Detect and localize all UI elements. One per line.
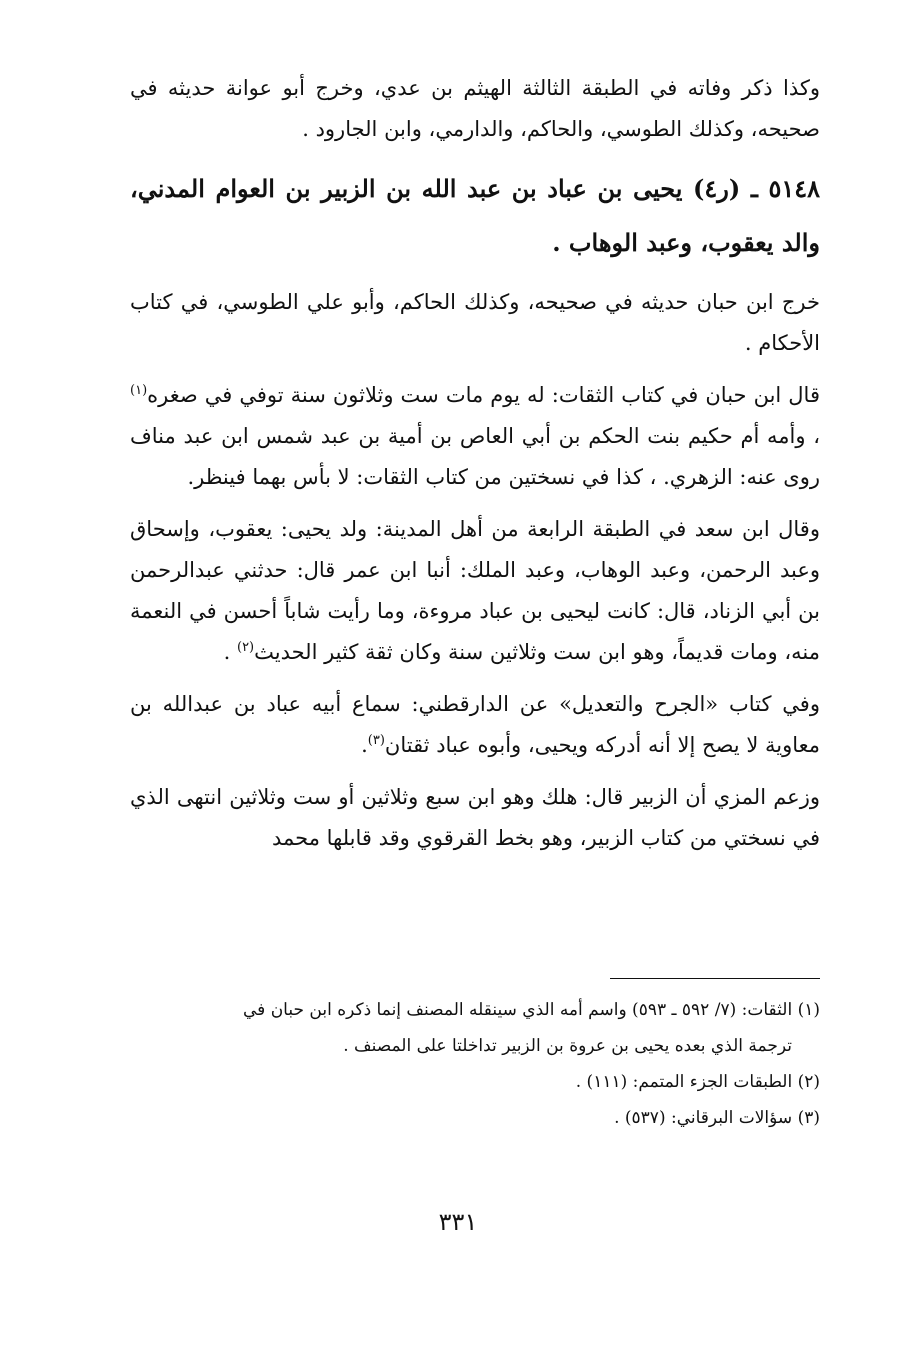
footnote-1: (١) الثقات: (٧/ ٥٩٢ ـ ٥٩٣) واسم أمه الذي سينقله المصنف إنما ذكره ابن حبان في bbox=[243, 1000, 820, 1020]
footnote-3: (٣) سؤالات البرقاني: (٥٣٧) . bbox=[614, 1108, 820, 1128]
paragraph-mizzi: وزعم المزي أن الزبير قال: هلك وهو ابن سبع وثلاثين أو ست وثلاثين انتهى الذي في نسختي من كتاب الزبير، وهو بخط القرقوي وقد قابلها محمد bbox=[130, 785, 820, 850]
paragraph-ibn-hibban-sahih: خرج ابن حبان حديثه في صحيحه، وكذلك الحاكم، وأبو علي الطوسي، في كتاب الأحكام . bbox=[130, 290, 820, 355]
paragraph-ibn-saad bbox=[130, 509, 820, 673]
paragraph-text: وقال ابن سعد في الطبقة الرابعة من أهل المدينة: ولد يحيى: يعقوب، وإسحاق وعبد الرحمن، وعبد الوهاب، وعبد الملك: أنبا ابن عمر قال: حدثني عبدالرحمن بن أبي الزناد، قال: كانت ليحيى بن عباد مروءة، وما رأيت شاباً أحسن في النعمة منه، ومات قديماً، وهو ابن ست وثلاثين سنة وكان ثقة كثير الحديث bbox=[130, 517, 820, 664]
page-number: ٣٣١ bbox=[438, 1208, 478, 1236]
paragraph-text: . bbox=[223, 640, 237, 664]
paragraph-text: قال ابن حبان في كتاب الثقات: له يوم مات ست وثلاثون سنة توفي في صغره bbox=[147, 383, 820, 407]
entry-heading: ٥١٤٨ ـ (ر٤) يحيى بن عباد بن عبد الله بن الزبير بن العوام المدني، والد يعقوب، وعبد الوهاب . bbox=[130, 174, 821, 257]
footnote-ref-2: (٢) bbox=[236, 640, 255, 655]
intro-paragraph: وكذا ذكر وفاته في الطبقة الثالثة الهيثم بن عدي، وخرج أبو عوانة حديثه في صحيحه، وكذلك الطوسي، والحاكم، والدارمي، وابن الجارود . bbox=[130, 76, 820, 141]
footnote-ref-3: (٣) bbox=[367, 733, 385, 748]
paragraph-jarh-tadil bbox=[130, 684, 820, 766]
footnotes bbox=[130, 992, 820, 1136]
footnote-1-continuation: ترجمة الذي بعده يحيى بن عروة بن الزبير تداخلتا على المصنف . bbox=[343, 1036, 792, 1056]
paragraph-text: وفي كتاب «الجرح والتعديل» عن الدارقطني: سماع أبيه عباد بن عبدالله بن معاوية لا يصح إلا أنه أدركه ويحيى، وأبوه عباد ثقتان bbox=[130, 692, 820, 757]
footnote-2: (٢) الطبقات الجزء المتمم: (١١١) . bbox=[575, 1072, 820, 1092]
paragraph-ibn-hibban-thiqat bbox=[130, 375, 820, 498]
paragraph-text: ، وأمه أم حكيم بنت الحكم بن أبي العاص بن أمية بن عبد شمس ابن عبد مناف روى عنه: الزهري. ، كذا في نسختين من كتاب الثقات: لا بأس بهما فينظر. bbox=[130, 424, 820, 489]
paragraph-text: . bbox=[361, 733, 368, 757]
main-text bbox=[130, 68, 820, 870]
footnote-divider bbox=[610, 978, 820, 979]
footnote-ref-1: (١) bbox=[130, 383, 148, 398]
